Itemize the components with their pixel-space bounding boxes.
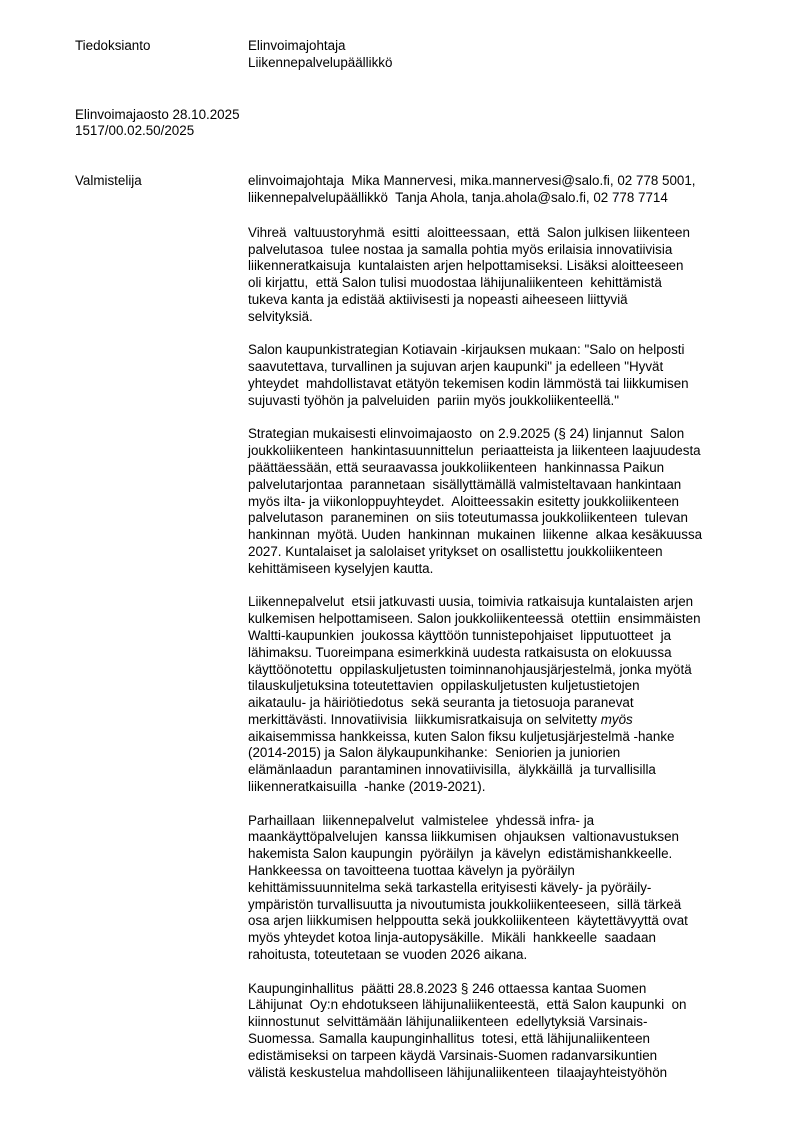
text-line: sujuvasti työhön ja palveluiden pariin myös joukkoliikenteellä.": [248, 392, 619, 408]
text-line: palvelutasoa tulee nostaa ja samalla pohtia myös erilaisia innovatiivisia: [248, 241, 673, 257]
text-line: välistä keskustelua mahdolliseen lähijunaliikenteen tilaajayhteistyöhön: [248, 1064, 668, 1080]
text-line: liikenneratkaisuilla -hanke (2019-2021).: [248, 779, 486, 795]
text-line: liikenneratkaisuja kuntalaisten arjen helpottamiseksi. Lisäksi aloitteeseen: [248, 258, 684, 274]
text-line: Salon kaupunkistrategian Kotiavain -kirjauksen mukaan: "Salo on helposti: [248, 342, 685, 358]
paragraph-initiative: [248, 225, 745, 326]
text-line: 1517/00.02.50/2025: [75, 123, 195, 139]
notice-recipients: [248, 38, 744, 72]
text-line: Elinvoimajohtaja: [248, 38, 346, 53]
paragraph-transport-services: [248, 594, 745, 796]
text-line: kulkemisen helpottamiseen. Salon joukkoliikenteessä otettiin ensimmäisten: [248, 611, 701, 627]
text-line: palvelutarjontaa parannetaan sisällyttämällä valmisteltavaan hankintaan: [248, 476, 682, 492]
text-line: Liikennepalvelut etsii jatkuvasti uusia, toimivia ratkaisuja kuntalaisten arjen: [248, 594, 694, 610]
text-line: aikataulu- ja häiriötiedotus sekä seuranta ja tietosuoja paranevat: [248, 695, 634, 711]
text-line: Strategian mukaisesti elinvoimajaosto on 2.9.2025 (§ 24) linjannut Salon: [248, 426, 685, 442]
text-line: myös ilta- ja viikonloppuyhteydet. Aloitteessakin esitetty joukkoliikenteen: [248, 493, 679, 509]
text-line: Suomessa. Samalla kaupunginhallitus totesi, että lähijunaliikenteen: [248, 1031, 650, 1047]
meta-block: [75, 107, 744, 141]
text-line: saavutettava, turvallinen ja sujuvan arjen kaupunki" ja edelleen "Hyvät: [248, 359, 664, 375]
text-line: oli kirjattu, että Salon tulisi muodostaa lähijunaliikenteen kehittämistä: [248, 275, 662, 291]
text-line: rahoitusta, toteutetaan se vuoden 2026 aikana.: [248, 947, 528, 963]
text-line: Vihreä valtuustoryhmä esitti aloitteessaan, että Salon julkisen liikenteen: [248, 224, 690, 240]
text-line: tilauskuljetuksina toteutettavien oppilaskuljetusten kuljetustietojen: [248, 678, 640, 694]
text-line: kiinnostunut selvittämään lähijunaliikenteen edellytyksiä Varsinais-: [248, 1014, 648, 1030]
text-line: maankäyttöpalvelujen kanssa liikkumisen ohjauksen valtionavustuksen: [248, 829, 679, 845]
text-line: Lähijunat Oy:n ehdotukseen lähijunaliikenteestä, että Salon kaupunki on: [248, 997, 687, 1013]
preparer-row: [75, 173, 744, 207]
paragraph-city-board: [248, 981, 745, 1082]
text-line: lähimaksu. Tuoreimpana esimerkkinä uudesta ratkaisusta on elokuussa: [248, 644, 672, 660]
paragraph-cycling-project: [248, 813, 745, 964]
text-line: Kaupunginhallitus päätti 28.8.2023 § 246 ottaessa kantaa Suomen: [248, 980, 647, 996]
text-line: liikennepalvelupäällikkö Tanja Ahola, tanja.ahola@salo.fi, 02 778 7714: [248, 189, 668, 205]
text-line: palvelutason paraneminen on siis toteutumassa joukkoliikenteen tulevan: [248, 510, 688, 526]
paragraph-city-strategy: [248, 342, 745, 409]
text-line: hakemista Salon kaupungin pyöräilyn ja kävelyn edistämishankkeelle.: [248, 846, 673, 862]
text-line: osa arjen liikkumisen helppoutta sekä joukkoliikenteen käytettävyyttä ovat: [248, 913, 688, 929]
text-line: 2027. Kuntalaiset ja salolaiset yritykset on osallistettu joukkoliikenteen: [248, 543, 663, 559]
text-line: merkittävästi. Innovatiivisia liikkumisratkaisuja on selvitetty myös: [248, 711, 633, 727]
text-line: kehittämiseen kyselyjen kautta.: [248, 560, 434, 576]
paragraph-procurement: [248, 426, 745, 577]
text-line: joukkoliikenteen hankintasuunnittelun periaatteista ja liikenteen laajuudesta: [248, 443, 701, 459]
text-line: Hankkeessa on tavoitteena tuottaa kävelyn ja pyöräilyn: [248, 863, 575, 879]
text-line: Waltti-kaupunkien joukossa käyttöön tunnistepohjaiset lipputuotteet ja: [248, 627, 672, 643]
notice-row: [75, 38, 744, 72]
text-line: päättäessään, että seuraavassa joukkoliikenteen hankinnassa Paikun: [248, 459, 665, 475]
text-line: hankinnan myötä. Uuden hankinnan mukainen liikenne alkaa kesäkuussa: [248, 527, 703, 543]
text-line: Liikennepalvelupäällikkö: [248, 54, 393, 70]
text-line: Parhaillaan liikennepalvelut valmistelee yhdessä infra- ja: [248, 812, 595, 828]
text-line: edistämiseksi on tarpeen käydä Varsinais-Suomen radanvarsikuntien: [248, 1047, 658, 1063]
text-line: kehittämissuunnitelma sekä tarkastella erityisesti kävely- ja pyöräily-: [248, 879, 652, 895]
preparer-label: Valmistelija: [75, 173, 142, 189]
text-line: (2014-2015) ja Salon älykaupunkihanke: Seniorien ja juniorien: [248, 745, 621, 761]
text-line: elinvoimajohtaja Mika Mannervesi, mika.mannervesi@salo.fi, 02 778 5001,: [248, 173, 696, 189]
document-body: [248, 225, 745, 1082]
text-line: käyttöönotettu oppilaskuljetusten toiminnanohjausjärjestelmä, jonka myötä: [248, 661, 692, 677]
text-line: myös yhteydet kotoa linja-autopysäkille. Mikäli hankkeelle saadaan: [248, 930, 656, 946]
text-line: elämänlaadun parantaminen innovatiivisilla, älykkäillä ja turvallisilla: [248, 762, 656, 778]
text-line: selvityksiä.: [248, 308, 313, 324]
text-line: aikaisemmissa hankkeissa, kuten Salon fiksu kuljetusjärjestelmä -hanke: [248, 728, 675, 744]
text-line: Elinvoimajaosto 28.10.2025: [75, 106, 240, 122]
text-line: tukeva kanta ja edistää aktiivisesti ja nopeasti aiheeseen liittyviä: [248, 291, 628, 307]
text-line: ympäristön turvallisuutta ja nivoutumista joukkoliikenteeseen, sillä tärkeä: [248, 896, 682, 912]
notice-type-label: Tiedoksianto: [75, 38, 151, 53]
preparer-contacts: [248, 173, 744, 207]
text-line: yhteydet mahdollistavat etätyön tekemisen kodin lämmöstä tai liikkumisen: [248, 375, 689, 391]
